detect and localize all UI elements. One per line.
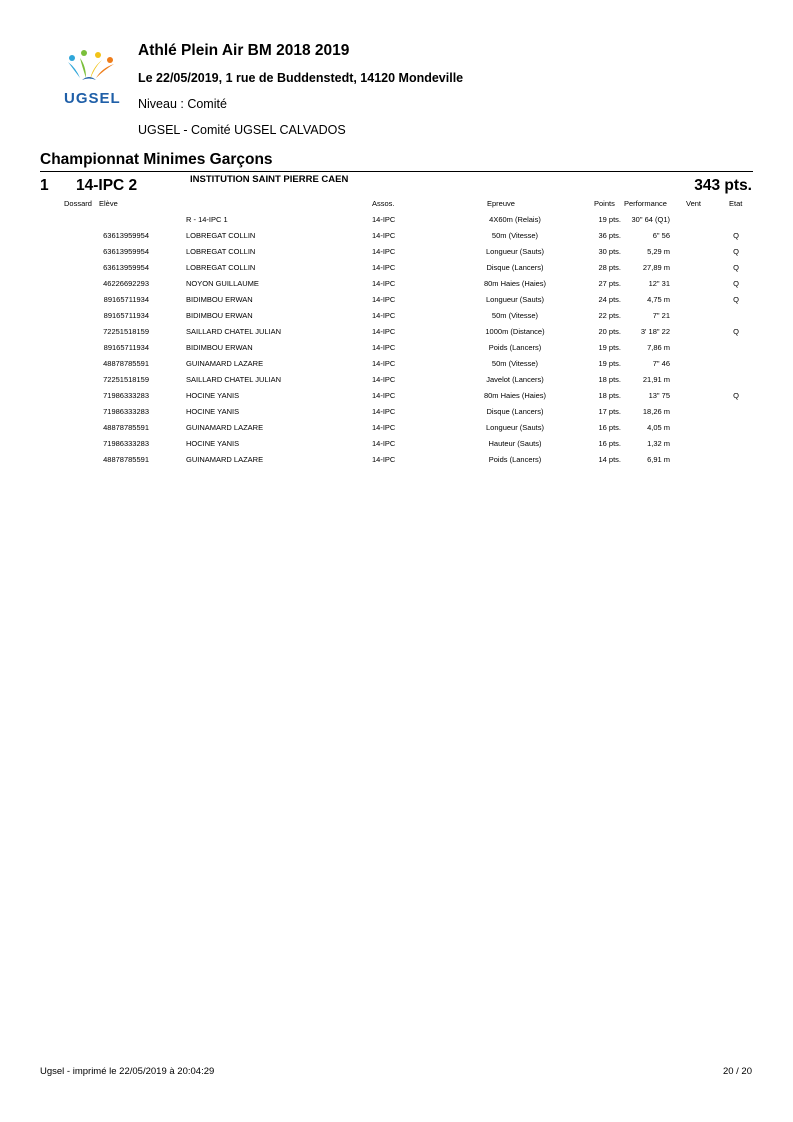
table-row [0, 212, 793, 228]
cell-points: 19 pts. [598, 215, 621, 224]
cell-points: 18 pts. [598, 375, 621, 384]
cell-dossard: 48878785591 [103, 359, 149, 368]
table-row [0, 324, 793, 340]
page-title: Athlé Plein Air BM 2018 2019 [138, 42, 350, 59]
cell-assos: 14-IPC [372, 247, 396, 256]
cell-performance: 13" 75 [648, 391, 670, 400]
cell-dossard: 71986333283 [103, 391, 149, 400]
table-row [0, 276, 793, 292]
cell-performance: 7" 46 [652, 359, 670, 368]
team-code: 14-IPC 2 [76, 177, 138, 194]
cell-dossard: 89165711934 [103, 295, 149, 304]
cell-points: 19 pts. [598, 359, 621, 368]
table-row [0, 244, 793, 260]
cell-assos: 14-IPC [372, 375, 396, 384]
cell-points: 16 pts. [598, 439, 621, 448]
cell-dossard: 89165711934 [103, 343, 149, 352]
cell-eleve: BIDIMBOU ERWAN [186, 311, 253, 320]
table-row [0, 452, 793, 468]
cell-assos: 14-IPC [372, 423, 396, 432]
cell-assos: 14-IPC [372, 311, 396, 320]
cell-epreuve: 1000m (Distance) [485, 327, 545, 336]
cell-dossard: 72251518159 [103, 327, 149, 336]
cell-points: 30 pts. [598, 247, 621, 256]
table-row [0, 404, 793, 420]
cell-eleve: LOBREGAT COLLIN [186, 263, 256, 272]
cell-epreuve: Longueur (Sauts) [486, 295, 544, 304]
championship-title: Championnat Minimes Garçons [40, 151, 273, 168]
col-header-assos: Assos. [372, 199, 395, 208]
cell-epreuve: 4X60m (Relais) [489, 215, 541, 224]
cell-assos: 14-IPC [372, 263, 396, 272]
table-row [0, 340, 793, 356]
cell-performance: 4,05 m [647, 423, 670, 432]
cell-performance: 3' 18" 22 [640, 327, 670, 336]
cell-performance: 30" 64 (Q1) [631, 215, 670, 224]
col-header-dossard: Dossard [64, 199, 92, 208]
cell-eleve: LOBREGAT COLLIN [186, 247, 256, 256]
cell-assos: 14-IPC [372, 455, 396, 464]
ugsel-logo [62, 50, 126, 106]
col-header-eleve: Elève [99, 199, 118, 208]
cell-assos: 14-IPC [372, 295, 396, 304]
cell-eleve: HOCINE YANIS [186, 407, 240, 416]
cell-performance: 4,75 m [647, 295, 670, 304]
table-row [0, 420, 793, 436]
col-header-etat: Etat [729, 199, 743, 208]
cell-dossard: 63613959954 [103, 247, 149, 256]
cell-dossard: 63613959954 [103, 263, 149, 272]
cell-epreuve: Poids (Lancers) [488, 455, 542, 464]
cell-assos: 14-IPC [372, 215, 396, 224]
cell-performance: 6" 56 [652, 231, 670, 240]
cell-assos: 14-IPC [372, 231, 396, 240]
table-row [0, 372, 793, 388]
cell-assos: 14-IPC [372, 343, 396, 352]
event-subtitle: Le 22/05/2019, 1 rue de Buddenstedt, 14120 Mondeville [138, 71, 464, 85]
cell-epreuve: 50m (Vitesse) [491, 311, 539, 320]
cell-eleve: GUINAMARD LAZARE [186, 455, 264, 464]
cell-etat: Q [733, 295, 739, 304]
cell-dossard: 63613959954 [103, 231, 149, 240]
cell-eleve: BIDIMBOU ERWAN [186, 343, 253, 352]
svg-text:UGSEL: UGSEL [64, 90, 121, 106]
cell-eleve: R - 14-IPC 1 [186, 215, 228, 224]
cell-performance: 6,91 m [647, 455, 670, 464]
cell-points: 24 pts. [598, 295, 621, 304]
cell-eleve: GUINAMARD LAZARE [186, 359, 264, 368]
table-row [0, 436, 793, 452]
cell-eleve: SAILLARD CHATEL JULIAN [186, 375, 282, 384]
cell-assos: 14-IPC [372, 359, 396, 368]
cell-epreuve: 80m Haies (Haies) [483, 391, 547, 400]
cell-assos: 14-IPC [372, 391, 396, 400]
cell-performance: 21,91 m [642, 375, 670, 384]
col-header-vent: Vent [686, 199, 702, 208]
table-row [0, 260, 793, 276]
cell-points: 27 pts. [598, 279, 621, 288]
team-name: INSTITUTION SAINT PIERRE CAEN [190, 174, 349, 185]
table-row [0, 228, 793, 244]
cell-performance: 12" 31 [648, 279, 670, 288]
cell-points: 14 pts. [598, 455, 621, 464]
print-footer: Ugsel - imprimé le 22/05/2019 à 20:04:29 [40, 1066, 215, 1077]
table-row [0, 388, 793, 404]
col-header-performance: Performance [624, 199, 667, 208]
cell-epreuve: Longueur (Sauts) [486, 247, 544, 256]
cell-epreuve: Poids (Lancers) [488, 343, 542, 352]
cell-assos: 14-IPC [372, 439, 396, 448]
cell-dossard: 46226692293 [103, 279, 149, 288]
cell-points: 18 pts. [598, 391, 621, 400]
cell-dossard: 48878785591 [103, 455, 149, 464]
cell-epreuve: Javelot (Lancers) [486, 375, 544, 384]
cell-points: 36 pts. [598, 231, 621, 240]
cell-performance: 7" 21 [652, 311, 670, 320]
cell-eleve: GUINAMARD LAZARE [186, 423, 264, 432]
cell-dossard: 71986333283 [103, 407, 149, 416]
cell-epreuve: Longueur (Sauts) [486, 423, 544, 432]
page-number: 20 / 20 [722, 1066, 752, 1077]
team-points: 343 pts. [694, 177, 752, 194]
cell-epreuve: 80m Haies (Haies) [483, 279, 547, 288]
cell-points: 28 pts. [598, 263, 621, 272]
cell-etat: Q [733, 279, 739, 288]
results-table [0, 212, 793, 468]
cell-performance: 18,26 m [642, 407, 670, 416]
cell-dossard: 48878785591 [103, 423, 149, 432]
cell-dossard: 72251518159 [103, 375, 149, 384]
cell-assos: 14-IPC [372, 327, 396, 336]
cell-assos: 14-IPC [372, 279, 396, 288]
table-row [0, 308, 793, 324]
cell-points: 20 pts. [598, 327, 621, 336]
cell-epreuve: 50m (Vitesse) [491, 359, 539, 368]
table-row [0, 292, 793, 308]
cell-dossard: 89165711934 [103, 311, 149, 320]
cell-epreuve: 50m (Vitesse) [491, 231, 539, 240]
col-header-epreuve: Epreuve [487, 199, 515, 208]
cell-points: 16 pts. [598, 423, 621, 432]
col-header-points: Points [594, 199, 615, 208]
divider [40, 171, 753, 172]
cell-performance: 7,86 m [647, 343, 670, 352]
ugsel-figures-icon [62, 50, 126, 106]
cell-epreuve: Hauteur (Sauts) [488, 439, 542, 448]
cell-etat: Q [733, 327, 739, 336]
organization-label: UGSEL - Comité UGSEL CALVADOS [138, 123, 346, 137]
cell-etat: Q [733, 231, 739, 240]
cell-points: 17 pts. [598, 407, 621, 416]
cell-etat: Q [733, 247, 739, 256]
cell-dossard: 71986333283 [103, 439, 149, 448]
cell-eleve: SAILLARD CHATEL JULIAN [186, 327, 282, 336]
level-label: Niveau : Comité [138, 97, 227, 111]
cell-eleve: LOBREGAT COLLIN [186, 231, 256, 240]
table-row [0, 356, 793, 372]
cell-assos: 14-IPC [372, 407, 396, 416]
cell-points: 22 pts. [598, 311, 621, 320]
cell-epreuve: Disque (Lancers) [486, 407, 544, 416]
cell-etat: Q [733, 391, 739, 400]
cell-points: 19 pts. [598, 343, 621, 352]
cell-eleve: HOCINE YANIS [186, 439, 240, 448]
cell-eleve: NOYON GUILLAUME [186, 279, 259, 288]
team-rank: 1 [40, 177, 49, 194]
cell-etat: Q [733, 263, 739, 272]
cell-performance: 27,89 m [642, 263, 670, 272]
cell-epreuve: Disque (Lancers) [486, 263, 544, 272]
cell-performance: 1,32 m [647, 439, 670, 448]
cell-eleve: HOCINE YANIS [186, 391, 240, 400]
cell-performance: 5,29 m [647, 247, 670, 256]
cell-eleve: BIDIMBOU ERWAN [186, 295, 253, 304]
